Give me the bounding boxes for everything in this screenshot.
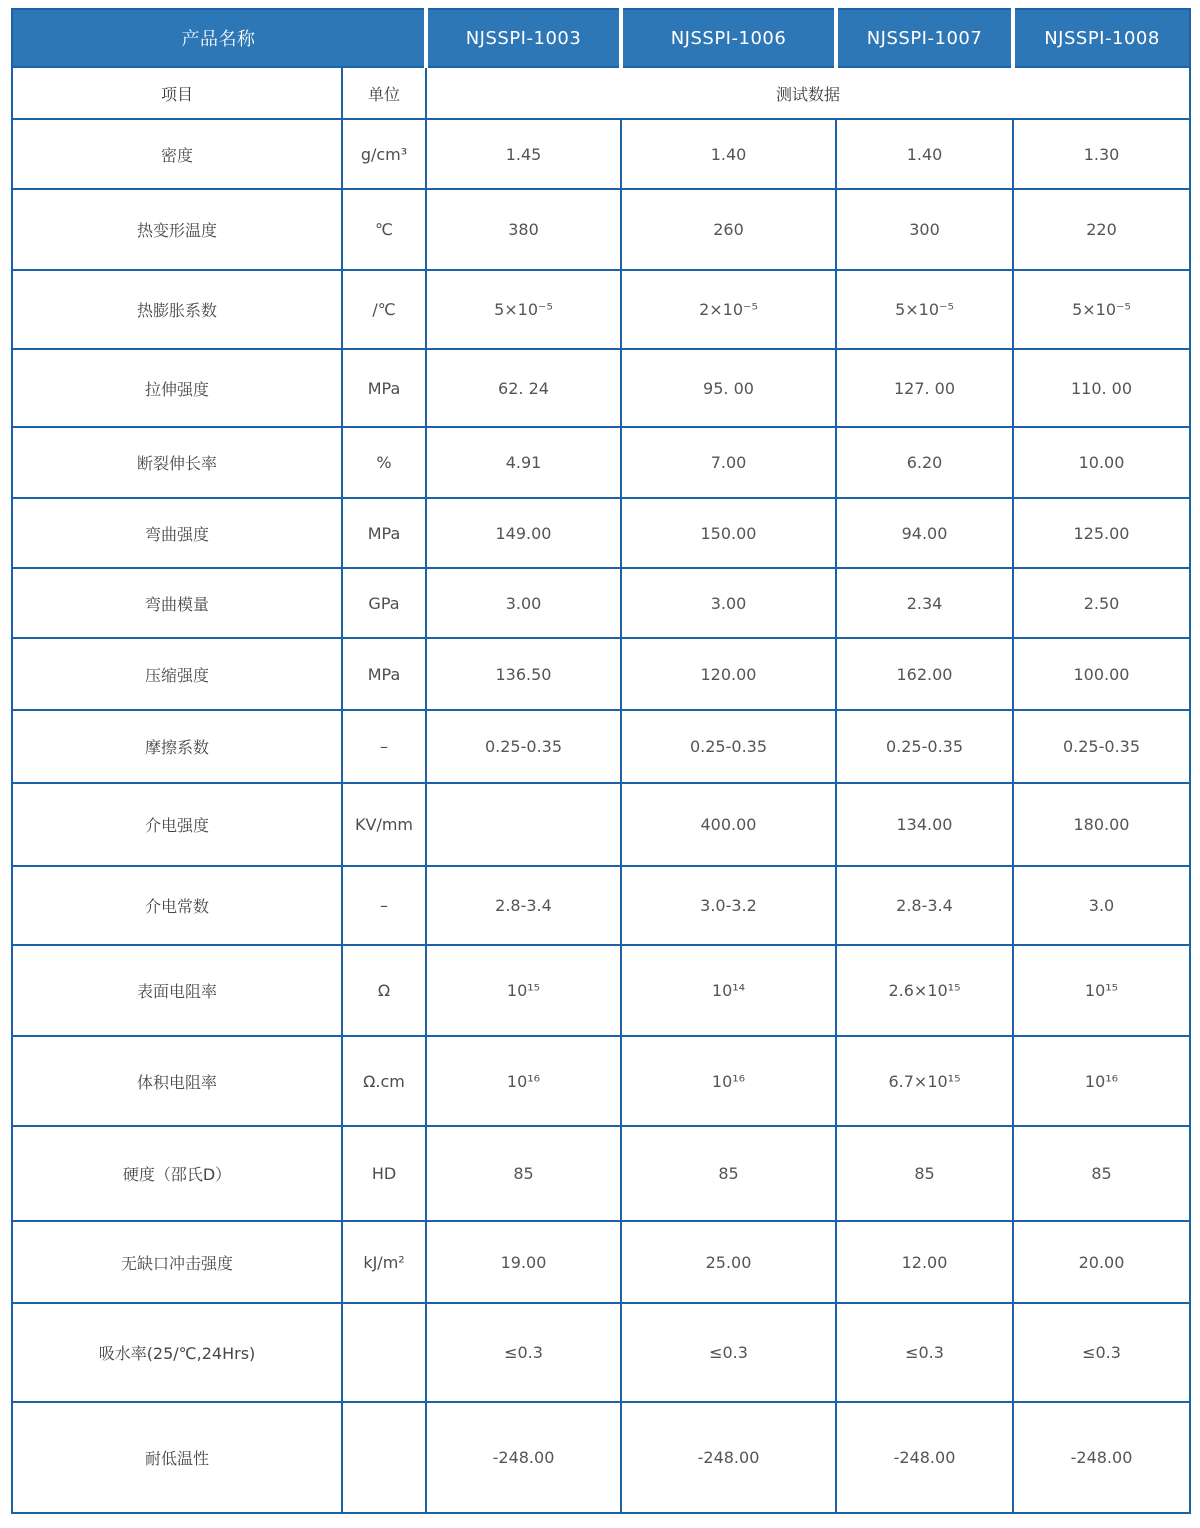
test-data-value: 3.00 (621, 568, 836, 638)
property-label: 表面电阻率 (12, 945, 342, 1036)
product-spec-table (11, 8, 1191, 1514)
table-row (12, 498, 1190, 568)
test-data-value: 380 (426, 189, 621, 270)
test-data-value: 12.00 (836, 1221, 1013, 1303)
unit-value (342, 1303, 426, 1402)
unit-value: ℃ (342, 189, 426, 270)
test-data-value: 1.40 (836, 119, 1013, 189)
unit-value: KV/mm (342, 783, 426, 866)
test-data-value: 2×10⁻⁵ (621, 270, 836, 349)
test-data-value: 5×10⁻⁵ (1013, 270, 1190, 349)
test-data-value: 1.45 (426, 119, 621, 189)
property-label: 弯曲强度 (12, 498, 342, 568)
test-data-value: 180.00 (1013, 783, 1190, 866)
test-data-value: 19.00 (426, 1221, 621, 1303)
test-data-value: 150.00 (621, 498, 836, 568)
test-data-value: 7.00 (621, 427, 836, 498)
table-row (12, 945, 1190, 1036)
test-data-value: 10¹⁵ (1013, 945, 1190, 1036)
test-data-value: 10.00 (1013, 427, 1190, 498)
unit-value: % (342, 427, 426, 498)
test-data-value: 2.34 (836, 568, 1013, 638)
test-data-value: 2.8-3.4 (426, 866, 621, 945)
table-row (12, 710, 1190, 783)
table-row (12, 119, 1190, 189)
unit-value: – (342, 710, 426, 783)
table-row (12, 1303, 1190, 1402)
product-header-row (12, 9, 1190, 67)
test-data-value: 2.6×10¹⁵ (836, 945, 1013, 1036)
test-data-value: 3.0 (1013, 866, 1190, 945)
product-column-header-njsspi-1007: NJSSPI-1007 (836, 9, 1013, 67)
test-data-value: 0.25-0.35 (426, 710, 621, 783)
test-data-value: 10¹⁴ (621, 945, 836, 1036)
table-row (12, 270, 1190, 349)
table-row (12, 568, 1190, 638)
test-data-value: ≤0.3 (1013, 1303, 1190, 1402)
test-data-value: 300 (836, 189, 1013, 270)
property-label: 摩擦系数 (12, 710, 342, 783)
spec-table-body (12, 119, 1190, 1513)
test-data-value: ≤0.3 (836, 1303, 1013, 1402)
table-row (12, 189, 1190, 270)
test-data-value: 62. 24 (426, 349, 621, 427)
property-label: 拉伸强度 (12, 349, 342, 427)
property-label: 弯曲模量 (12, 568, 342, 638)
property-label: 介电强度 (12, 783, 342, 866)
test-data-value: 85 (1013, 1126, 1190, 1221)
test-data-value: 5×10⁻⁵ (426, 270, 621, 349)
table-row (12, 866, 1190, 945)
test-data-value: 3.00 (426, 568, 621, 638)
property-label: 压缩强度 (12, 638, 342, 710)
test-data-value: -248.00 (426, 1402, 621, 1513)
property-label: 热膨胀系数 (12, 270, 342, 349)
table-row (12, 783, 1190, 866)
test-data-value: 2.50 (1013, 568, 1190, 638)
test-data-value: 10¹⁶ (1013, 1036, 1190, 1126)
test-data-value: -248.00 (1013, 1402, 1190, 1513)
test-data-value: 136.50 (426, 638, 621, 710)
product-column-header-njsspi-1006: NJSSPI-1006 (621, 9, 836, 67)
unit-value: Ω.cm (342, 1036, 426, 1126)
test-data-value: 2.8-3.4 (836, 866, 1013, 945)
unit-value: kJ/m² (342, 1221, 426, 1303)
unit-column-header: 单位 (342, 67, 426, 119)
test-data-value: 149.00 (426, 498, 621, 568)
test-data-value: 0.25-0.35 (621, 710, 836, 783)
unit-value: Ω (342, 945, 426, 1036)
table-row (12, 638, 1190, 710)
test-data-value: 120.00 (621, 638, 836, 710)
test-data-value: 1.30 (1013, 119, 1190, 189)
unit-value: MPa (342, 638, 426, 710)
test-data-value: 3.0-3.2 (621, 866, 836, 945)
unit-value: GPa (342, 568, 426, 638)
test-data-value: 85 (426, 1126, 621, 1221)
test-data-value: 5×10⁻⁵ (836, 270, 1013, 349)
test-data-value: 85 (621, 1126, 836, 1221)
test-data-value: 6.7×10¹⁵ (836, 1036, 1013, 1126)
property-label: 介电常数 (12, 866, 342, 945)
test-data-value: 6.20 (836, 427, 1013, 498)
test-data-value: 162.00 (836, 638, 1013, 710)
property-label: 耐低温性 (12, 1402, 342, 1513)
test-data-value: ≤0.3 (621, 1303, 836, 1402)
test-data-value: 134.00 (836, 783, 1013, 866)
test-data-value: 100.00 (1013, 638, 1190, 710)
test-data-value: 10¹⁵ (426, 945, 621, 1036)
table-row (12, 349, 1190, 427)
test-data-value: 25.00 (621, 1221, 836, 1303)
test-data-header: 测试数据 (426, 67, 1190, 119)
test-data-value: 10¹⁶ (426, 1036, 621, 1126)
test-data-value: -248.00 (621, 1402, 836, 1513)
test-data-value: 260 (621, 189, 836, 270)
test-data-value (426, 783, 621, 866)
unit-value: – (342, 866, 426, 945)
test-data-value: 0.25-0.35 (1013, 710, 1190, 783)
property-label: 密度 (12, 119, 342, 189)
test-data-value: -248.00 (836, 1402, 1013, 1513)
property-label: 吸水率(25/℃,24Hrs) (12, 1303, 342, 1402)
unit-value (342, 1402, 426, 1513)
test-data-value: 125.00 (1013, 498, 1190, 568)
test-data-value: 4.91 (426, 427, 621, 498)
test-data-value: 85 (836, 1126, 1013, 1221)
property-label: 热变形温度 (12, 189, 342, 270)
table-row (12, 1221, 1190, 1303)
product-column-header-njsspi-1003: NJSSPI-1003 (426, 9, 621, 67)
table-row (12, 1126, 1190, 1221)
table-row (12, 1402, 1190, 1513)
table-row (12, 427, 1190, 498)
test-data-value: 94.00 (836, 498, 1013, 568)
test-data-value: ≤0.3 (426, 1303, 621, 1402)
test-data-value: 10¹⁶ (621, 1036, 836, 1126)
property-label: 无缺口冲击强度 (12, 1221, 342, 1303)
test-data-value: 0.25-0.35 (836, 710, 1013, 783)
test-data-value: 20.00 (1013, 1221, 1190, 1303)
property-label: 体积电阻率 (12, 1036, 342, 1126)
property-label: 断裂伸长率 (12, 427, 342, 498)
test-data-value: 220 (1013, 189, 1190, 270)
product-name-header: 产品名称 (12, 9, 426, 67)
unit-value: MPa (342, 498, 426, 568)
subheader-row (12, 67, 1190, 119)
product-column-header-njsspi-1008: NJSSPI-1008 (1013, 9, 1190, 67)
unit-value: /℃ (342, 270, 426, 349)
test-data-value: 1.40 (621, 119, 836, 189)
property-label: 硬度（邵氏D） (12, 1126, 342, 1221)
unit-value: HD (342, 1126, 426, 1221)
test-data-value: 400.00 (621, 783, 836, 866)
test-data-value: 95. 00 (621, 349, 836, 427)
unit-value: MPa (342, 349, 426, 427)
test-data-value: 127. 00 (836, 349, 1013, 427)
unit-value: g/cm³ (342, 119, 426, 189)
test-data-value: 110. 00 (1013, 349, 1190, 427)
table-row (12, 1036, 1190, 1126)
item-column-header: 项目 (12, 67, 342, 119)
